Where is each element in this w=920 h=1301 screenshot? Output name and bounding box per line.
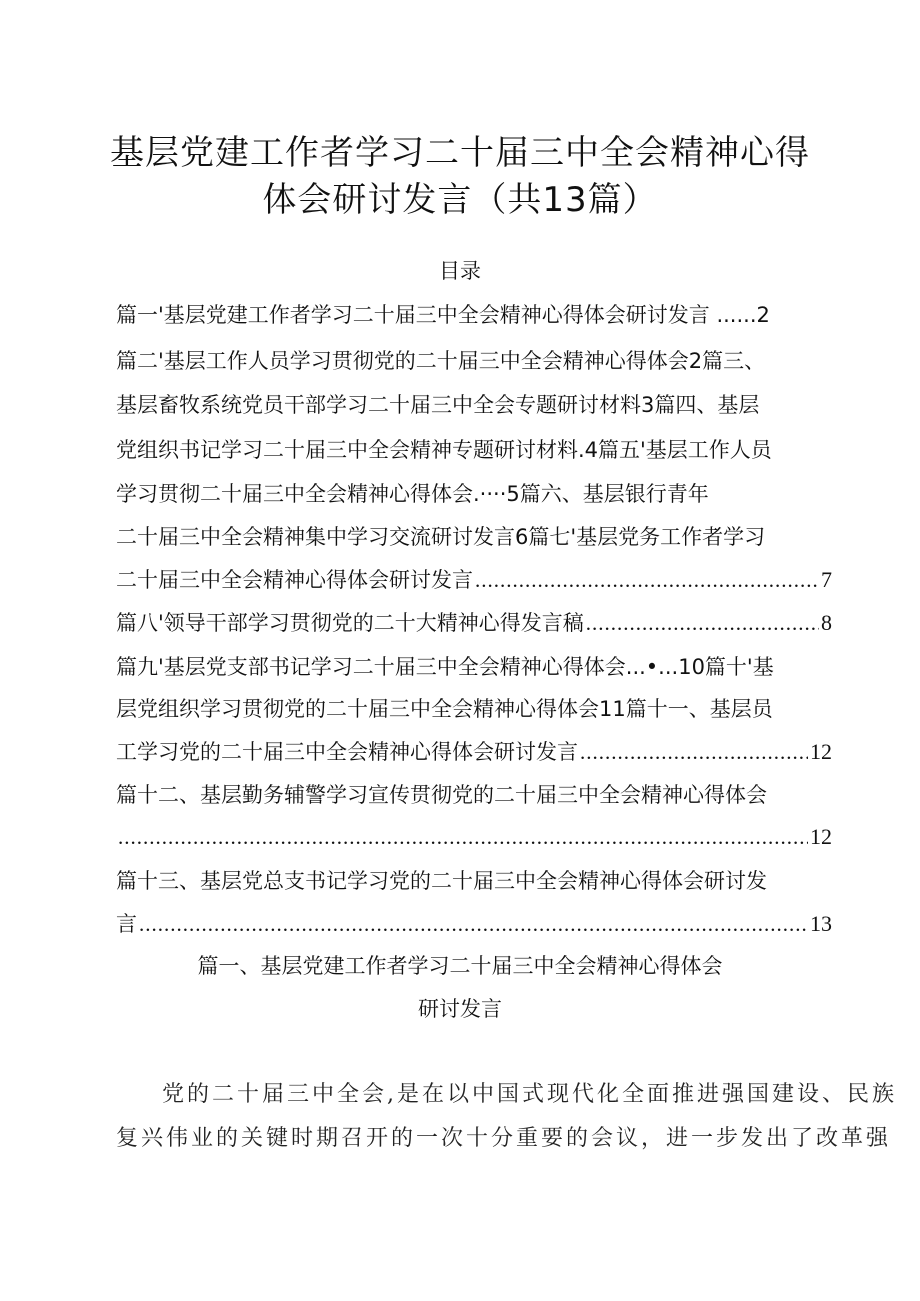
toc-line[interactable]: 篇十三、基层党总支书记学习党的二十届三中全会精神心得体会研讨发: [116, 869, 767, 893]
toc-line[interactable]: [116, 909, 832, 939]
toc-leader-dots: [139, 909, 808, 939]
toc-line[interactable]: [116, 565, 832, 595]
toc-line[interactable]: 学习贯彻二十届三中全会精神心得体会.····5篇六、基层银行青年: [116, 482, 709, 506]
body-paragraph: [116, 1073, 897, 1161]
toc-line[interactable]: 二十届三中全会精神集中学习交流研讨发言6篇七'基层党务工作者学习: [116, 525, 766, 549]
body-line: 复兴伟业的关键时期召开的一次十分重要的会议，进一步发出了改革强: [116, 1126, 892, 1151]
section-title-line-2: 研讨发言: [418, 997, 502, 1021]
section-title-line-1: 篇一、基层党建工作者学习二十届三中全会精神心得体会: [197, 954, 723, 978]
toc-heading: 目录: [439, 259, 481, 283]
toc-line[interactable]: 篇十二、基层勤务辅警学习宣传贯彻党的二十届三中全会精神心得体会: [116, 783, 767, 807]
toc-line[interactable]: 基层畜牧系统党员干部学习二十届三中全会专题研讨材料3篇四、基层: [116, 393, 760, 417]
toc-line[interactable]: 党组织书记学习二十届三中全会精神专题研讨材料.4篇五'基层工作人员: [116, 438, 772, 462]
toc-leader-dots: [586, 608, 819, 638]
toc-page-number: 12: [810, 824, 832, 849]
document-title-line-2: 体会研讨发言（共13篇）: [262, 180, 658, 220]
toc-entry-text: 篇八'领导干部学习贯彻党的二十大精神心得发言稿: [116, 611, 584, 635]
toc-line[interactable]: [116, 608, 832, 638]
toc-page-number: 7: [821, 567, 832, 592]
toc-line[interactable]: 篇九'基层党支部书记学习二十届三中全会精神心得体会...•...10篇十'基: [116, 655, 774, 679]
toc-line[interactable]: 篇一'基层党建工作者学习二十届三中全会精神心得体会研讨发言 ......2: [116, 303, 770, 327]
toc-leader-dots: [118, 822, 808, 852]
toc-line[interactable]: 篇二'基层工作人员学习贯彻党的二十届三中全会精神心得体会2篇三、: [116, 349, 766, 373]
toc-line[interactable]: 层党组织学习贯彻党的二十届三中全会精神心得体会11篇十一、基层员: [116, 697, 773, 721]
toc-page-number: 12: [810, 739, 832, 764]
toc-leader-dots: [580, 737, 808, 767]
toc-entry-text: 言: [116, 912, 137, 936]
toc-entry-text: 工学习党的二十届三中全会精神心得体会研讨发言: [116, 740, 578, 764]
toc-page-number: 8: [821, 610, 832, 635]
toc-page-number: 13: [810, 911, 832, 936]
toc-leader-dots: [475, 565, 819, 595]
body-line: 党的二十届三中全会,是在以中国式现代化全面推进强国建设、民族: [162, 1082, 897, 1107]
document-title-line-1: 基层党建工作者学习二十届三中全会精神心得: [110, 133, 810, 173]
toc-entry-text: 二十届三中全会精神心得体会研讨发言: [116, 568, 473, 592]
toc-line[interactable]: [116, 822, 832, 852]
toc-line[interactable]: [116, 737, 832, 767]
